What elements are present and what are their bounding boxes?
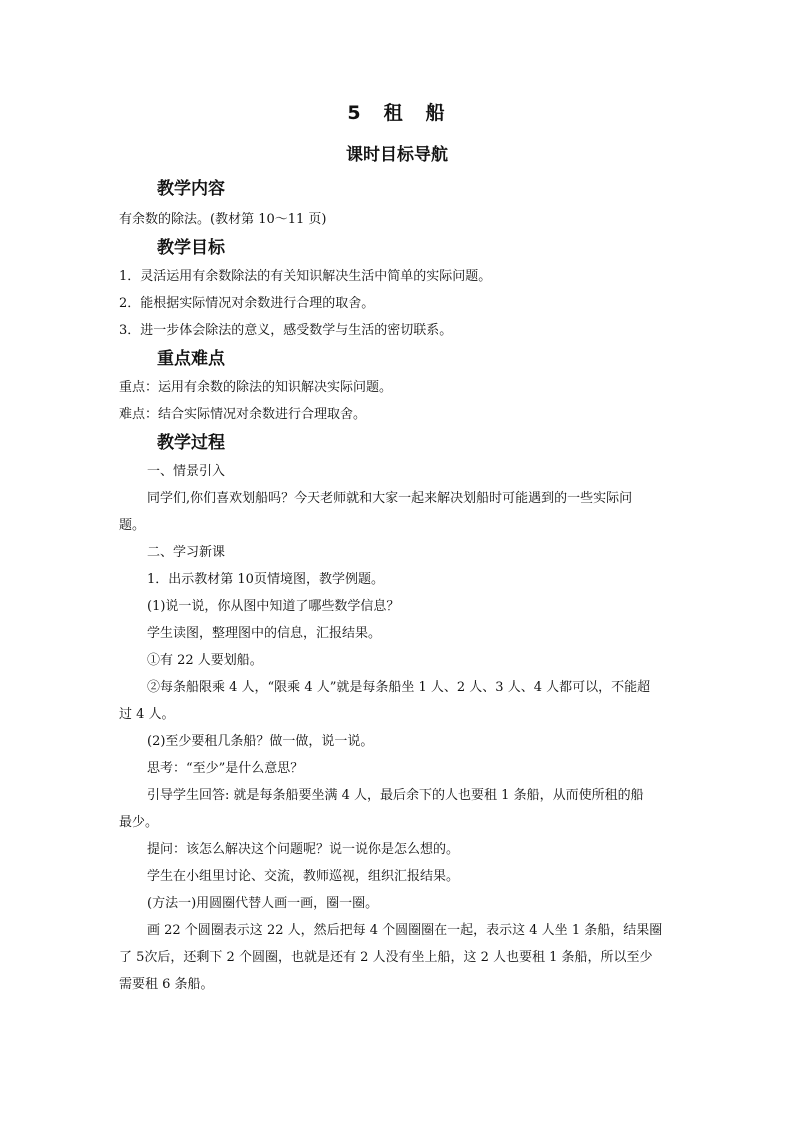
process-line: 提问：该怎么解决这个问题呢？说一说你是怎么想的。 [147, 842, 460, 857]
process-line: 过 4 人。 [119, 707, 175, 722]
lesson-body [119, 174, 679, 998]
goal-item: 2．能根据实际情况对余数进行合理的取舍。 [119, 296, 375, 311]
process-line: (2)至少要租几条船？做一做，说一说。 [147, 734, 374, 749]
lesson-subtitle: 课时目标导航 [346, 145, 448, 165]
process-line: ②每条船限乘 4 人，“限乘 4 人”就是每条船坐 1 人、2 人、3 人、4 人都可以，不能超 [147, 680, 651, 695]
heading-process: 教学过程 [157, 433, 225, 453]
process-line: 引导学生回答: 就是每条船要坐满 4 人，最后余下的人也要租 1 条船，从而使所租的船 [147, 788, 644, 803]
process-line: 学生读图，整理图中的信息，汇报结果。 [147, 626, 382, 641]
process-line: 最少。 [119, 815, 159, 830]
heading-goals: 教学目标 [157, 238, 225, 258]
process-line: (方法一)用圆圈代替人画一画，圈一圈。 [147, 896, 379, 911]
key-point: 重点：运用有余数的除法的知识解决实际问题。 [119, 380, 393, 395]
process-line: 同学们,你们喜欢划船吗？今天老师就和大家一起来解决划船时可能遇到的一些实际问 [147, 491, 633, 506]
process-line: ①有 22 人要划船。 [147, 653, 263, 668]
goal-item: 1．灵活运用有余数除法的有关知识解决生活中简单的实际问题。 [119, 269, 492, 284]
goal-item: 3．进一步体会除法的意义，感受数学与生活的密切联系。 [119, 323, 453, 338]
process-line: 题。 [119, 518, 146, 533]
process-line: 二、学习新课 [147, 545, 226, 560]
process-line: 需要租 6 条船。 [119, 977, 214, 992]
process-line: 画 22 个圆圈表示这 22 人，然后把每 4 个圆圈圈在一起，表示这 4 人坐 1 条船，结果圈 [147, 923, 663, 938]
process-line: 了 5次后，还剩下 2 个圆圈，也就是还有 2 人没有坐上船，这 2 人也要租 1 条船，所以至少 [119, 950, 653, 965]
process-line: 学生在小组里讨论、交流，教师巡视，组织汇报结果。 [147, 869, 460, 884]
process-line: 一、情景引入 [147, 464, 226, 479]
process-line: 1．出示教材第 10页情境图，教学例题。 [147, 572, 384, 587]
lesson-title: 5 租 船 [347, 102, 447, 124]
key-point: 难点：结合实际情况对余数进行合理取舍。 [119, 407, 367, 422]
process-line: 思考：“至少”是什么意思？ [147, 761, 304, 776]
process-line: (1)说一说，你从图中知道了哪些数学信息？ [147, 599, 400, 614]
content-text: 有余数的除法。(教材第 10～11 页) [119, 212, 327, 227]
heading-content: 教学内容 [157, 179, 225, 199]
heading-key-points: 重点难点 [157, 349, 225, 369]
